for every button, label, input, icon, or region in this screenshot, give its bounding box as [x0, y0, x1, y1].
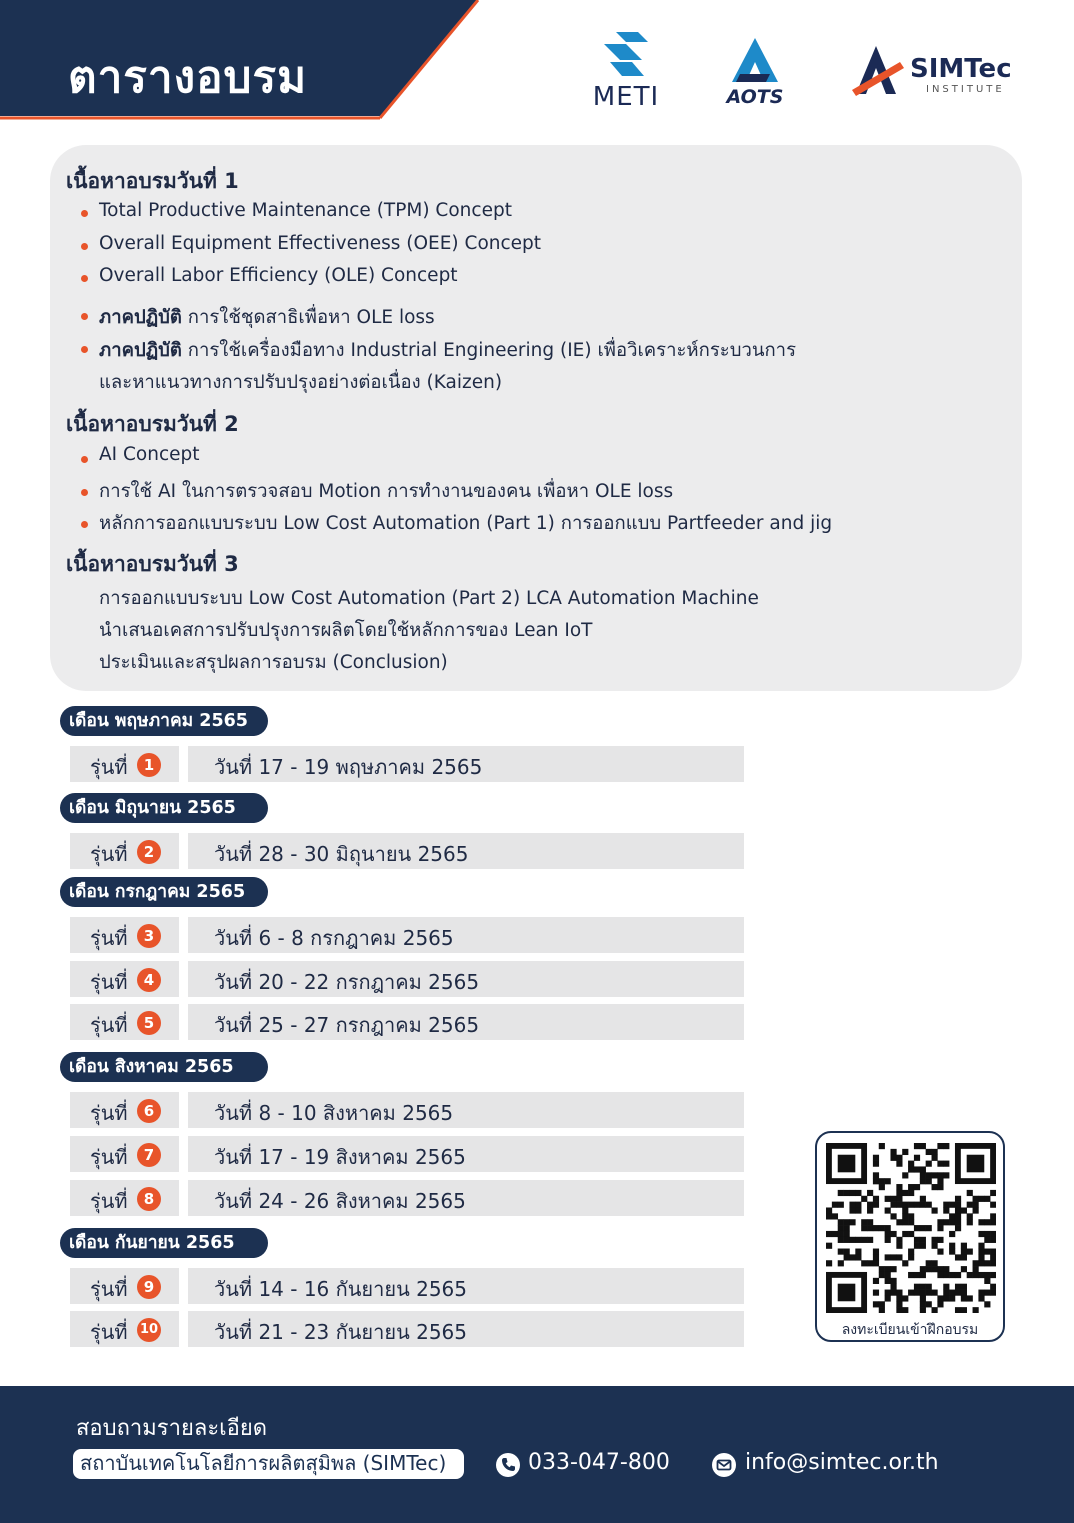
- bullet-icon: [81, 275, 88, 282]
- page-title: ตารางอบรม: [68, 52, 308, 103]
- email-icon: [712, 1453, 736, 1477]
- bullet-icon: [81, 346, 88, 353]
- day1-item: Overall Labor Efficiency (OLE) Concept: [99, 265, 458, 286]
- day3-item: ประเมินและสรุปผลการอบรม (Conclusion): [99, 652, 448, 673]
- batch-cell: [70, 833, 179, 869]
- practice-label: ภาคปฏิบัติ: [99, 307, 182, 328]
- day2-item: การใช้ AI ในการตรวจสอบ Motion การทำงานของคน เพื่อหา OLE loss: [99, 481, 674, 502]
- batch-cell: [70, 1180, 179, 1216]
- day1-item: Overall Equipment Effectiveness (OEE) Concept: [99, 233, 542, 254]
- batch-cell: [70, 1004, 179, 1040]
- meti-logo: [588, 30, 664, 112]
- date-cell: [188, 833, 744, 869]
- practice-label: ภาคปฏิบัติ: [99, 340, 182, 361]
- date-text: วันที่ 24 - 26 สิงหาคม 2565: [214, 1189, 466, 1213]
- batch-cell: [70, 917, 179, 953]
- month-label: เดือน มิถุนายน 2565: [60, 793, 268, 823]
- batch-number-badge: 4: [137, 968, 161, 992]
- day3-heading: เนื้อหาอบรมวันที่ 3: [66, 552, 239, 576]
- day2-item: หลักการออกแบบระบบ Low Cost Automation (Part 1) การออกแบบ Partfeeder and jig: [99, 513, 833, 534]
- batch-number-badge: 7: [137, 1143, 161, 1167]
- page-header: [0, 0, 1074, 125]
- day1-practice-continuation: และหาแนวทางการปรับปรุงอย่างต่อเนื่อง (Kaizen): [99, 372, 503, 393]
- batch-number-badge: 9: [137, 1275, 161, 1299]
- batch-label: รุ่นที่: [90, 1277, 128, 1301]
- date-cell: [188, 1004, 744, 1040]
- batch-number-badge: 3: [137, 924, 161, 948]
- batch-label: รุ่นที่: [90, 842, 128, 866]
- meti-logo-text: METI: [592, 82, 660, 112]
- date-text: วันที่ 17 - 19 สิงหาคม 2565: [214, 1145, 466, 1169]
- aots-logo: [712, 36, 798, 108]
- date-cell: [188, 961, 744, 997]
- batch-number-badge: 8: [137, 1187, 161, 1211]
- meti-emblem-icon: [600, 30, 652, 80]
- phone-icon: [496, 1453, 520, 1477]
- bullet-icon: [81, 243, 88, 250]
- date-cell: [188, 1268, 744, 1304]
- footer-heading: สอบถามรายละเอียด: [76, 1416, 268, 1441]
- month-label: เดือน พฤษภาคม 2565: [60, 706, 268, 736]
- date-text: วันที่ 21 - 23 กันยายน 2565: [214, 1320, 468, 1344]
- batch-label: รุ่นที่: [90, 1101, 128, 1125]
- email-address[interactable]: info@simtec.or.th: [745, 1450, 939, 1475]
- batch-cell: [70, 1268, 179, 1304]
- date-text: วันที่ 20 - 22 กรกฎาคม 2565: [214, 970, 480, 994]
- batch-number-badge: 1: [137, 753, 161, 777]
- day1-heading: เนื้อหาอบรมวันที่ 1: [66, 169, 239, 193]
- bullet-icon: [81, 456, 88, 463]
- qr-caption: ลงทะเบียนเข้าฝึกอบรม: [841, 1322, 979, 1338]
- aots-logo-text: AOTS: [726, 86, 784, 108]
- day2-heading: เนื้อหาอบรมวันที่ 2: [66, 412, 239, 436]
- batch-cell: [70, 961, 179, 997]
- aots-emblem-icon: [720, 36, 790, 88]
- contact-footer: [0, 1386, 1074, 1523]
- month-label: เดือน กันยายน 2565: [60, 1228, 268, 1258]
- simtec-logo-subtext: INSTITUTE: [926, 84, 1005, 95]
- batch-label: รุ่นที่: [90, 926, 128, 950]
- batch-number-badge: 5: [137, 1011, 161, 1035]
- simtec-logo: [850, 42, 1030, 102]
- bullet-icon: [81, 521, 88, 528]
- simtec-logo-text: SIMTec: [910, 54, 1012, 84]
- date-text: วันที่ 14 - 16 กันยายน 2565: [214, 1277, 468, 1301]
- batch-cell: [70, 1092, 179, 1128]
- org-name-badge: สถาบันเทคโนโลยีการผลิตสุมิพล (SIMTec): [73, 1449, 464, 1479]
- date-cell: [188, 746, 744, 782]
- month-label: เดือน กรกฎาคม 2565: [60, 877, 268, 907]
- date-text: วันที่ 6 - 8 กรกฎาคม 2565: [214, 926, 454, 950]
- batch-label: รุ่นที่: [90, 755, 128, 779]
- batch-label: รุ่นที่: [90, 1189, 128, 1213]
- day1-item: Total Productive Maintenance (TPM) Concept: [99, 200, 512, 221]
- batch-cell: [70, 746, 179, 782]
- date-text: วันที่ 17 - 19 พฤษภาคม 2565: [214, 755, 483, 779]
- batch-cell: [70, 1136, 179, 1172]
- practice-text: การใช้ชุดสาธิเพื่อหา OLE loss: [181, 307, 435, 328]
- month-label: เดือน สิงหาคม 2565: [60, 1052, 268, 1082]
- date-cell: [188, 1092, 744, 1128]
- batch-number-badge: 6: [137, 1099, 161, 1123]
- day1-practice-item: [99, 303, 435, 332]
- bullet-icon: [81, 313, 88, 320]
- date-text: วันที่ 25 - 27 กรกฎาคม 2565: [214, 1013, 480, 1037]
- day3-item: การออกแบบระบบ Low Cost Automation (Part 2) LCA Automation Machine: [99, 588, 759, 609]
- day1-practice-item: [99, 336, 796, 365]
- date-cell: [188, 1311, 744, 1347]
- day3-item: นำเสนอเคสการปรับปรุงการผลิตโดยใช้หลักการของ Lean IoT: [99, 620, 593, 641]
- batch-label: รุ่นที่: [90, 1320, 128, 1344]
- batch-number-badge: 10: [137, 1318, 161, 1342]
- bullet-icon: [81, 210, 88, 217]
- registration-qr[interactable]: [815, 1131, 1005, 1342]
- date-cell: [188, 1180, 744, 1216]
- practice-text: การใช้เครื่องมือทาง Industrial Engineering (IE) เพื่อวิเคราะห์กระบวนการ: [181, 340, 797, 361]
- day2-item: AI Concept: [99, 444, 200, 465]
- date-cell: [188, 917, 744, 953]
- date-text: วันที่ 8 - 10 สิงหาคม 2565: [214, 1101, 454, 1125]
- batch-label: รุ่นที่: [90, 1145, 128, 1169]
- batch-number-badge: 2: [137, 840, 161, 864]
- simtec-emblem-icon: [850, 42, 914, 100]
- phone-number[interactable]: 033-047-800: [528, 1450, 670, 1475]
- batch-label: รุ่นที่: [90, 970, 128, 994]
- date-text: วันที่ 28 - 30 มิถุนายน 2565: [214, 842, 469, 866]
- date-cell: [188, 1136, 744, 1172]
- batch-cell: [70, 1311, 179, 1347]
- batch-label: รุ่นที่: [90, 1013, 128, 1037]
- qr-code-icon[interactable]: [826, 1143, 996, 1313]
- bullet-icon: [81, 489, 88, 496]
